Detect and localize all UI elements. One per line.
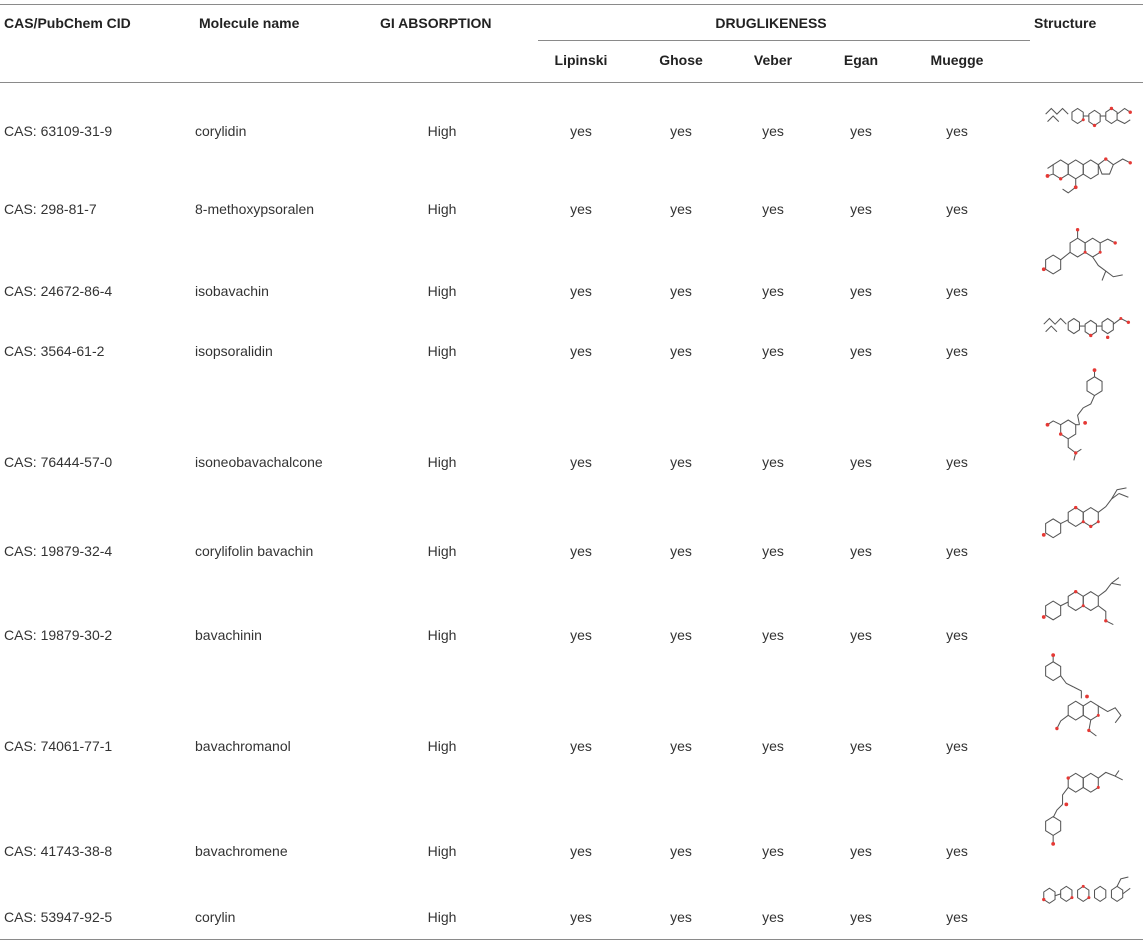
- table-bottom-rule: [0, 939, 1143, 940]
- egan-value: yes: [850, 283, 872, 299]
- ghose-value: yes: [670, 123, 692, 139]
- druglikeness-underline: [538, 40, 1030, 41]
- structure-image: [1040, 480, 1134, 554]
- cas-number: CAS: 63109-31-9: [4, 123, 113, 139]
- cas-number: CAS: 24672-86-4: [4, 283, 113, 299]
- lipinski-value: yes: [570, 543, 592, 559]
- veber-value: yes: [762, 201, 784, 217]
- header-lipinski: Lipinski: [554, 52, 608, 68]
- ghose-value: yes: [670, 738, 692, 754]
- cas-number: CAS: 298-81-7: [4, 201, 97, 217]
- structure-image: [1040, 220, 1134, 294]
- ghose-value: yes: [670, 909, 692, 925]
- lipinski-value: yes: [570, 201, 592, 217]
- molecule-name: 8-methoxypsoralen: [195, 201, 315, 217]
- muegge-value: yes: [946, 201, 968, 217]
- egan-value: yes: [850, 543, 872, 559]
- header-structure: Structure: [1034, 15, 1097, 31]
- egan-value: yes: [850, 123, 872, 139]
- header-molecule-name: Molecule name: [199, 15, 300, 31]
- lipinski-value: yes: [570, 738, 592, 754]
- ghose-value: yes: [670, 843, 692, 859]
- gi-absorption: High: [427, 343, 457, 359]
- cas-number: CAS: 53947-92-5: [4, 909, 113, 925]
- ghose-value: yes: [670, 454, 692, 470]
- header-druglikeness: DRUGLIKENESS: [715, 15, 827, 31]
- ghose-value: yes: [670, 343, 692, 359]
- molecule-name: bavachromanol: [195, 738, 291, 754]
- cas-number: CAS: 74061-77-1: [4, 738, 113, 754]
- lipinski-value: yes: [570, 343, 592, 359]
- egan-value: yes: [850, 627, 872, 643]
- muegge-value: yes: [946, 909, 968, 925]
- cas-number: CAS: 76444-57-0: [4, 454, 113, 470]
- molecule-name: isoneobavachalcone: [195, 454, 323, 470]
- veber-value: yes: [762, 627, 784, 643]
- veber-value: yes: [762, 123, 784, 139]
- header-ghose: Ghose: [659, 52, 703, 68]
- header-gi-absorption: GI ABSORPTION: [380, 15, 492, 31]
- egan-value: yes: [850, 454, 872, 470]
- molecule-name: corylifolin bavachin: [195, 543, 314, 559]
- veber-value: yes: [762, 909, 784, 925]
- gi-absorption: High: [427, 627, 457, 643]
- molecule-name: corylin: [195, 909, 236, 925]
- egan-value: yes: [850, 201, 872, 217]
- veber-value: yes: [762, 283, 784, 299]
- molecule-name: isobavachin: [195, 283, 269, 299]
- structure-image: [1040, 94, 1134, 138]
- muegge-value: yes: [946, 283, 968, 299]
- cas-number: CAS: 19879-32-4: [4, 543, 113, 559]
- structure-image: [1040, 866, 1134, 918]
- header-muegge: Muegge: [930, 52, 984, 68]
- gi-absorption: High: [427, 454, 457, 470]
- structure-image: [1040, 762, 1134, 858]
- ghose-value: yes: [670, 543, 692, 559]
- cas-number: CAS: 41743-38-8: [4, 843, 113, 859]
- molecule-name: corylidin: [195, 123, 247, 139]
- lipinski-value: yes: [570, 909, 592, 925]
- structure-image: [1040, 304, 1134, 350]
- gi-absorption: High: [427, 201, 457, 217]
- egan-value: yes: [850, 843, 872, 859]
- table-top-rule: [0, 4, 1143, 5]
- muegge-value: yes: [946, 123, 968, 139]
- ghose-value: yes: [670, 627, 692, 643]
- cas-number: CAS: 3564-61-2: [4, 343, 105, 359]
- gi-absorption: High: [427, 543, 457, 559]
- muegge-value: yes: [946, 543, 968, 559]
- egan-value: yes: [850, 909, 872, 925]
- veber-value: yes: [762, 738, 784, 754]
- gi-absorption: High: [427, 283, 457, 299]
- lipinski-value: yes: [570, 627, 592, 643]
- lipinski-value: yes: [570, 123, 592, 139]
- lipinski-value: yes: [570, 283, 592, 299]
- header-egan: Egan: [843, 52, 879, 68]
- egan-value: yes: [850, 738, 872, 754]
- structure-image: [1040, 144, 1134, 206]
- structure-image: [1040, 650, 1134, 760]
- veber-value: yes: [762, 543, 784, 559]
- veber-value: yes: [762, 343, 784, 359]
- gi-absorption: High: [427, 909, 457, 925]
- muegge-value: yes: [946, 627, 968, 643]
- molecule-name: bavachinin: [195, 627, 262, 643]
- header-cas: CAS/PubChem CID: [4, 15, 131, 31]
- molecule-name: bavachromene: [195, 843, 288, 859]
- cas-number: CAS: 19879-30-2: [4, 627, 113, 643]
- lipinski-value: yes: [570, 843, 592, 859]
- gi-absorption: High: [427, 738, 457, 754]
- lipinski-value: yes: [570, 454, 592, 470]
- ghose-value: yes: [670, 201, 692, 217]
- header-veber: Veber: [753, 52, 793, 68]
- gi-absorption: High: [427, 843, 457, 859]
- gi-absorption: High: [427, 123, 457, 139]
- ghose-value: yes: [670, 283, 692, 299]
- muegge-value: yes: [946, 738, 968, 754]
- muegge-value: yes: [946, 343, 968, 359]
- molecule-name: isopsoralidin: [195, 343, 273, 359]
- muegge-value: yes: [946, 454, 968, 470]
- egan-value: yes: [850, 343, 872, 359]
- veber-value: yes: [762, 843, 784, 859]
- structure-image: [1040, 365, 1134, 475]
- structure-image: [1040, 568, 1134, 636]
- veber-value: yes: [762, 454, 784, 470]
- muegge-value: yes: [946, 843, 968, 859]
- header-bottom-rule: [0, 82, 1143, 83]
